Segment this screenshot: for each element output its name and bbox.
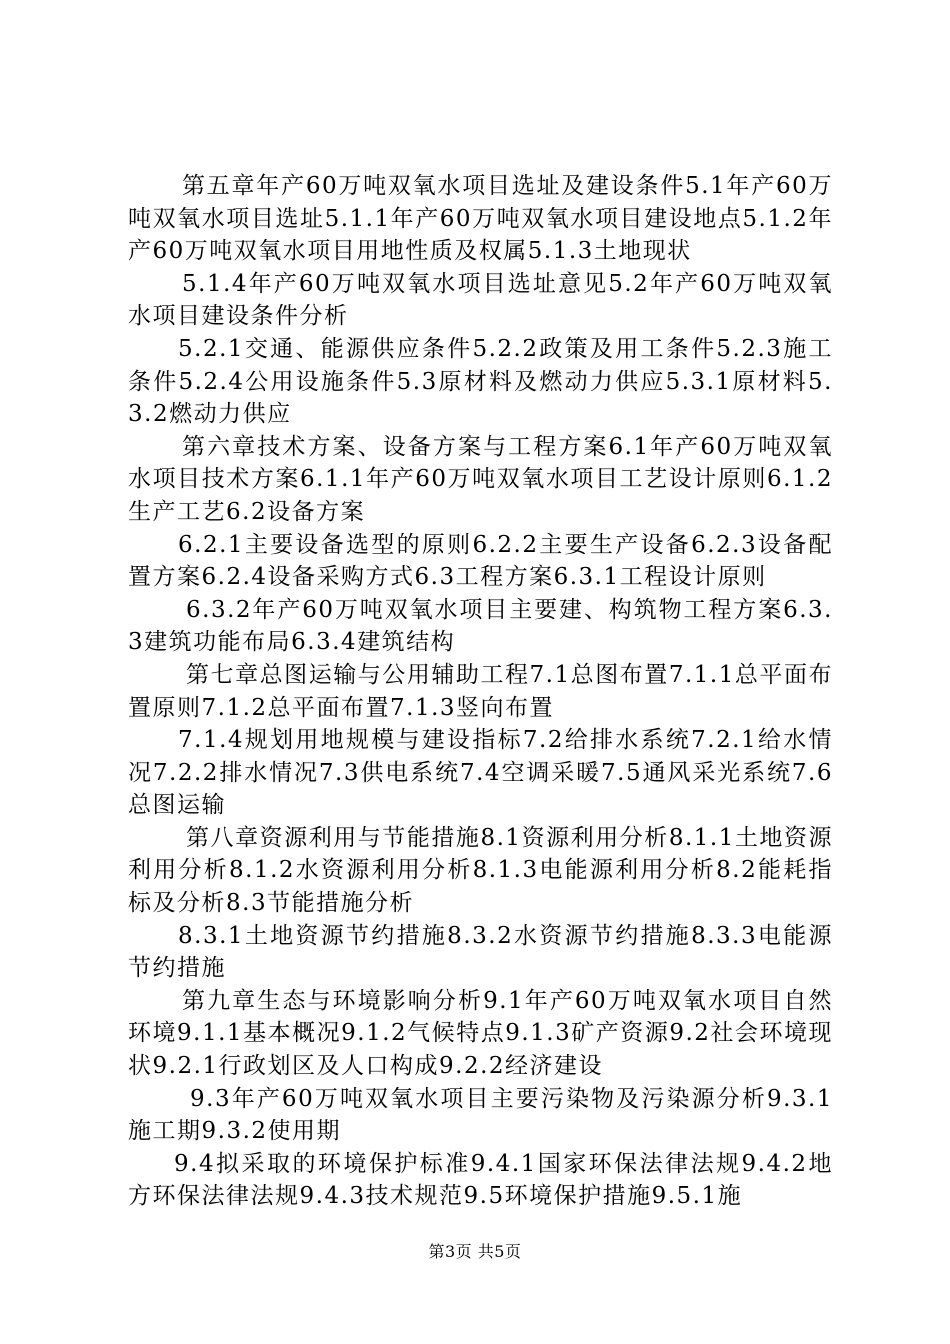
document-body	[128, 170, 833, 1213]
paragraph: 9.4拟采取的环境保护标准9.4.1国家环保法律法规9.4.2地方环保法律法规9.4.3技术规范9.5环境保护措施9.5.1施	[128, 1150, 833, 1210]
paragraph: 5.2.1交通、能源供应条件5.2.2政策及用工条件5.2.3施工条件5.2.4公用设施条件5.3原材料及燃动力供应5.3.1原材料5.3.2燃动力供应	[128, 335, 833, 428]
paragraph: 第七章总图运输与公用辅助工程7.1总图布置7.1.1总平面布置原则7.1.2总平面布置7.1.3竖向布置	[128, 661, 833, 721]
paragraph: 7.1.4规划用地规模与建设指标7.2给排水系统7.2.1给水情况7.2.2排水情况7.3供电系统7.4空调采暖7.5通风采光系统7.6总图运输	[128, 727, 833, 819]
paragraph: 第六章技术方案、设备方案与工程方案6.1年产60万吨双氧水项目技术方案6.1.1年产60万吨双氧水项目工艺设计原则6.1.2生产工艺6.2设备方案	[128, 433, 833, 525]
paragraph: 8.3.1土地资源节约措施8.3.2水资源节约措施8.3.3电能源节约措施	[128, 922, 833, 982]
paragraph: 6.3.2年产60万吨双氧水项目主要建、构筑物工程方案6.3.3建筑功能布局6.3.4建筑结构	[128, 596, 833, 656]
paragraph: 第八章资源利用与节能措施8.1资源利用分析8.1.1土地资源利用分析8.1.2水资源利用分析8.1.3电能源利用分析8.2能耗指标及分析8.3节能措施分析	[128, 824, 833, 917]
page-number-footer: 第3页 共5页	[428, 1242, 522, 1261]
paragraph: 第九章生态与环境影响分析9.1年产60万吨双氧水项目自然环境9.1.1基本概况9.1.2气候特点9.1.3矿产资源9.2社会环境现状9.2.1行政划区及人口构成9.2.2经济建设	[128, 987, 833, 1080]
paragraph: 9.3年产60万吨双氧水项目主要污染物及污染源分析9.3.1施工期9.3.2使用期	[128, 1085, 833, 1145]
paragraph: 6.2.1主要设备选型的原则6.2.2主要生产设备6.2.3设备配置方案6.2.4设备采购方式6.3工程方案6.3.1工程设计原则	[128, 531, 833, 591]
paragraph: 5.1.4年产60万吨双氧水项目选址意见5.2年产60万吨双氧水项目建设条件分析	[128, 270, 833, 330]
paragraph: 第五章年产60万吨双氧水项目选址及建设条件5.1年产60万吨双氧水项目选址5.1.1年产60万吨双氧水项目建设地点5.1.2年产60万吨双氧水项目用地性质及权属5.1.3土地现状	[128, 173, 833, 265]
